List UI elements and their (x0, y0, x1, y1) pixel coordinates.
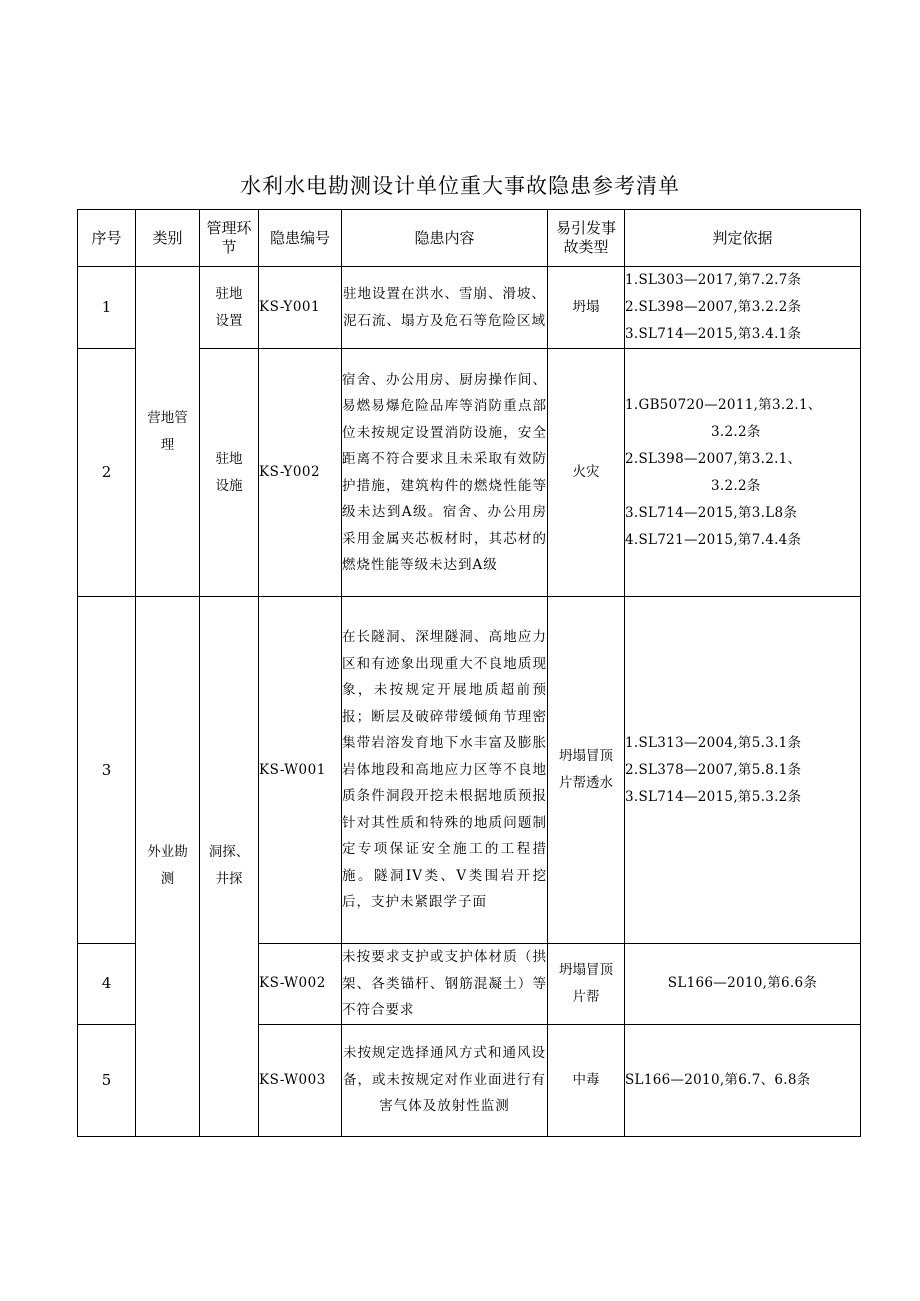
basis-line: SL166—2010,第6.6条 (667, 975, 818, 992)
header-stage: 管理环节 (200, 210, 259, 267)
row-basis (625, 597, 861, 944)
row-accident: 中毒 (548, 1024, 625, 1136)
row-content: 宿舍、办公用房、厨房操作间、易燃易爆危险品库等消防重点部位未按规定设置消防设施，安全距离不符合要求且未采取有效防护措施，建筑构件的燃烧性能等级未达到A级。宿舍、办公用房采用金属夹芯板材时，其芯材的燃烧性能等级未达到A级 (342, 349, 548, 597)
table-row (78, 267, 861, 349)
row-code: KS-Y001 (259, 267, 342, 349)
row-accident: 坍塌 (548, 267, 625, 349)
row-code: KS-W002 (259, 944, 342, 1025)
row-seq: 5 (78, 1024, 136, 1136)
row-accident: 坍塌冒顶片帮透水 (548, 597, 625, 944)
row-accident: 坍塌冒顶片帮 (548, 944, 625, 1025)
document-title: 水利水电勘测设计单位重大事故隐患参考清单 (240, 174, 680, 198)
basis-line: 2.SL398—2007,第3.2.1、 (625, 450, 802, 467)
basis-line: SL166—2010,第6.7、6.8条 (625, 1071, 811, 1088)
basis-line: 3.2.2条 (711, 477, 761, 494)
basis-line: 2.SL398—2007,第3.2.2条 (625, 299, 802, 315)
row-seq: 4 (78, 944, 136, 1025)
row-code: KS-W001 (259, 597, 342, 944)
basis-line: 3.SL714—2015,第3.L8条 (625, 504, 798, 521)
row-basis (625, 1024, 861, 1136)
row-accident: 火灾 (548, 349, 625, 597)
hazard-table (77, 209, 861, 1137)
row-content: 未按要求支护或支护体材质（拱架、各类锚杆、钢筋混凝土）等不符合要求 (342, 944, 548, 1025)
basis-line: 1.SL303—2017,第7.2.7条 (625, 272, 802, 288)
header-basis: 判定依据 (625, 210, 861, 267)
header-content: 隐患内容 (342, 210, 548, 267)
header-seq: 序号 (78, 210, 136, 267)
table-row (78, 597, 861, 944)
row-content: 未按规定选择通风方式和通风设备，或未按规定对作业面进行有害气体及放射性监测 (342, 1024, 548, 1136)
header-row (78, 210, 861, 267)
basis-line: 1.SL313—2004,第5.3.1条 (625, 734, 802, 751)
row-stage: 洞探、井探 (200, 597, 259, 1137)
row-seq: 2 (78, 349, 136, 597)
header-accident: 易引发事故类型 (548, 210, 625, 267)
row-basis (625, 349, 861, 597)
row-code: KS-Y002 (259, 349, 342, 597)
row-stage: 驻地设施 (200, 349, 259, 597)
basis-line: 4.SL721—2015,第7.4.4条 (625, 531, 802, 548)
category-cell: 营地管理 (136, 267, 200, 597)
row-seq: 3 (78, 597, 136, 944)
row-stage: 驻地设置 (200, 267, 259, 349)
row-basis (625, 944, 861, 1025)
row-basis (625, 267, 861, 349)
row-seq: 1 (78, 267, 136, 349)
basis-line: 3.SL714—2015,第3.4.1条 (625, 326, 802, 342)
row-content: 在长隧洞、深埋隧洞、高地应力区和有迹象出现重大不良地质现象，未按规定开展地质超前预报；断层及破碎带缓倾角节理密集带岩溶发育地下水丰富及膨胀岩体地段和高地应力区等不良地质条件洞段开挖未根据地质预报针对其性质和特殊的地质问题制定专项保证安全施工的工程措施。隧洞IV类、V类围岩开挖后，支护未紧跟学子面 (342, 597, 548, 944)
row-content: 驻地设置在洪水、雪崩、滑坡、泥石流、塌方及危石等危险区域 (342, 267, 548, 349)
header-code: 隐患编号 (259, 210, 342, 267)
basis-line: 3.2.2条 (711, 423, 761, 440)
basis-line: 3.SL714—2015,第5.3.2条 (625, 788, 802, 805)
basis-line: 1.GB50720—2011,第3.2.1、 (625, 396, 822, 413)
header-category: 类别 (136, 210, 200, 267)
row-code: KS-W003 (259, 1024, 342, 1136)
basis-line: 2.SL378—2007,第5.8.1条 (625, 761, 802, 778)
category-cell: 外业勘测 (136, 597, 200, 1137)
